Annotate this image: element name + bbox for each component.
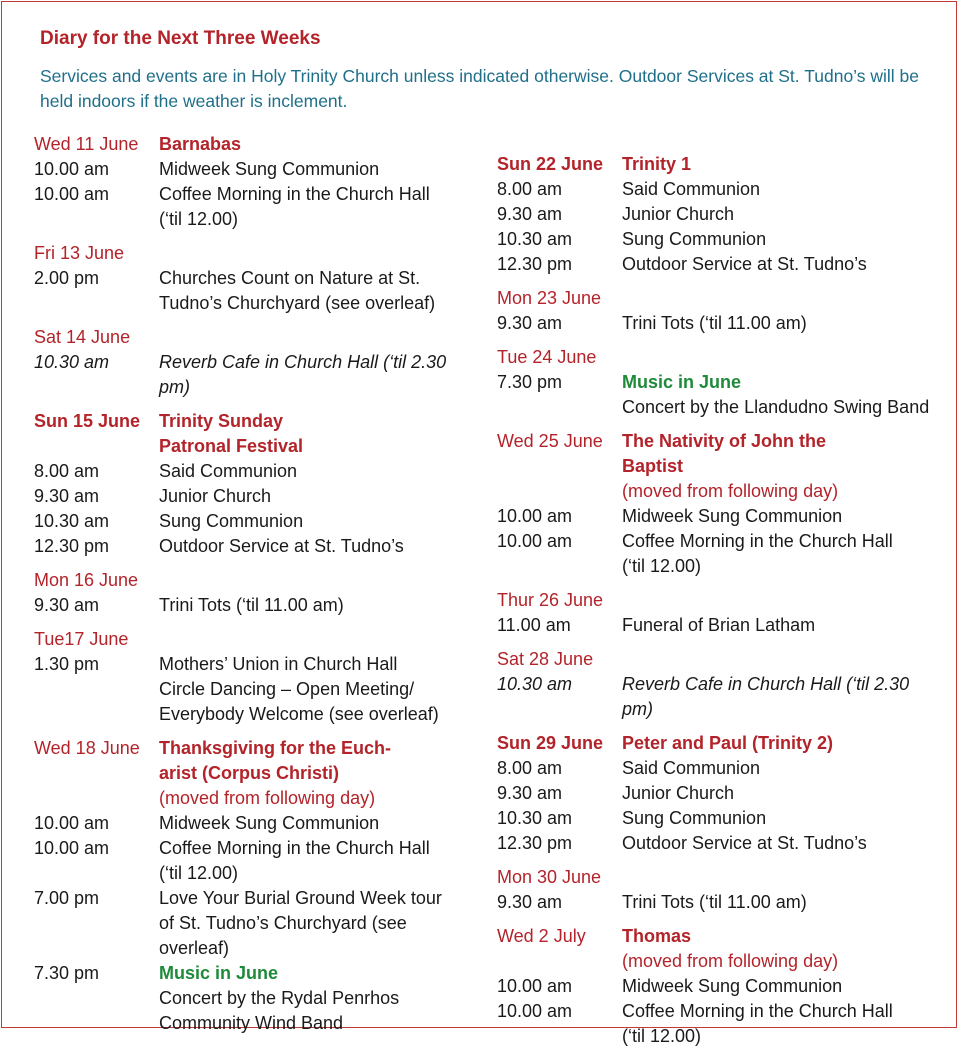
event-time: 7.30 pm [34,963,100,983]
event-time: 7.00 pm [34,888,100,908]
spacer [34,761,159,786]
event-time: 8.00 am [497,758,563,778]
diary-line [34,593,479,618]
day-date: Wed 18 June [34,738,140,758]
diary-day [34,627,479,727]
diary-line [497,504,942,529]
diary-line [34,291,479,316]
diary-line [497,999,942,1024]
diary-line [34,986,479,1011]
event-time: 10.00 am [34,184,110,204]
diary-line [497,429,942,454]
event-text: Trini Tots (‘til 11.00 am) [622,892,807,912]
feast-name: Thanksgiving for the Euch- [159,738,392,758]
event-time: 8.00 am [34,461,100,481]
event-text: (‘til 12.00) [622,556,702,576]
event-text: Mothers’ Union in Church Hall [159,654,398,674]
diary-day [497,286,942,336]
diary-line [497,454,942,479]
event-text: (‘til 12.00) [159,863,239,883]
event-text: Community Wind Band [159,1013,344,1033]
spacer [622,588,942,613]
feast-name: Thomas [622,926,692,946]
spacer [34,677,159,702]
spacer [159,627,479,652]
moved-note: (moved from following day) [622,481,839,501]
diary-day [497,345,942,420]
event-time: 2.00 pm [34,268,100,288]
event-time: 10.00 am [497,1001,573,1021]
diary-day [497,588,942,638]
event-text: Sung Communion [159,511,304,531]
diary-line [34,702,479,727]
diary-line [34,207,479,232]
event-time: 9.30 am [34,486,100,506]
diary-line [497,647,942,672]
diary-day [34,241,479,316]
event-time: 10.30 am [34,511,110,531]
spacer [497,395,622,420]
day-date: Tue17 June [34,629,129,649]
diary-line [497,756,942,781]
diary-line [34,484,479,509]
event-text: Midweek Sung Communion [622,976,843,996]
event-time: 10.00 am [497,531,573,551]
diary-line [34,325,479,350]
spacer [34,911,159,936]
diary-line [497,831,942,856]
diary-line [34,652,479,677]
diary-line [497,949,942,974]
diary-line [497,227,942,252]
event-text: Concert by the Llandudno Swing Band [622,397,930,417]
event-time: 10.00 am [34,159,110,179]
diary-day [34,568,479,618]
event-text: overleaf) [159,938,230,958]
diary-line [34,736,479,761]
diary-line [497,370,942,395]
spacer [159,241,479,266]
event-text: Everybody Welcome (see overleaf) [159,704,439,724]
event-time: 11.00 am [497,615,571,635]
event-text: Said Communion [622,179,761,199]
diary-line [34,434,479,459]
day-date: Wed 2 July [497,926,586,946]
moved-note: (moved from following day) [622,951,839,971]
spacer [622,647,942,672]
diary-line [34,677,479,702]
feast-name: Peter and Paul (Trinity 2) [622,733,834,753]
diary-line [34,459,479,484]
event-text: Funeral of Brian Latham [622,615,816,635]
event-text: Churches Count on Nature at St. [159,268,421,288]
spacer [622,286,942,311]
feast-name: arist (Corpus Christi) [159,763,340,783]
event-text: Concert by the Rydal Penrhos [159,988,400,1008]
event-time: 12.30 pm [497,254,573,274]
event-time: 10.30 am [497,808,573,828]
spacer [497,949,622,974]
diary-day [34,736,479,1036]
spacer [497,554,622,579]
diary-line [497,865,942,890]
day-date: Fri 13 June [34,243,125,263]
diary-line [34,761,479,786]
event-time: 8.00 am [497,179,563,199]
diary-line [497,731,942,756]
feast-name: Trinity Sunday [159,411,284,431]
day-date: Sat 28 June [497,649,594,669]
spacer [34,936,159,961]
diary-line [497,311,942,336]
diary-line [34,861,479,886]
day-date: Mon 23 June [497,288,602,308]
diary-day [497,924,942,1049]
feast-name: Baptist [622,456,684,476]
day-date: Tue 24 June [497,347,597,367]
diary-line [497,395,942,420]
diary-line [34,534,479,559]
feast-name: The Nativity of John the [622,431,827,451]
diary-line [497,345,942,370]
spacer [34,786,159,811]
diary-line [497,152,942,177]
diary-line [34,157,479,182]
page-title: Diary for the Next Three Weeks [40,28,321,49]
diary-line [34,568,479,593]
event-text: Reverb Cafe in Church Hall (‘til 2.30 pm) [159,352,447,397]
event-text: Outdoor Service at St. Tudno’s [622,254,867,274]
event-text: (‘til 12.00) [622,1026,702,1046]
diary-line [34,132,479,157]
event-time: 9.30 am [497,313,563,333]
event-text: Circle Dancing – Open Meeting/ [159,679,415,699]
feast-name: Patronal Festival [159,436,304,456]
event-text: Coffee Morning in the Church Hall [622,1001,893,1021]
event-text: Tudno’s Churchyard (see overleaf) [159,293,436,313]
day-date: Thur 26 June [497,590,604,610]
diary-line [497,177,942,202]
diary-line [497,613,942,638]
diary-right-column [497,152,942,1058]
diary-line [497,554,942,579]
diary-line [497,286,942,311]
diary-line [34,627,479,652]
diary-line [34,961,479,986]
day-date: Sun 29 June [497,733,604,753]
day-date: Wed 25 June [497,431,603,451]
event-text: Coffee Morning in the Church Hall [622,531,893,551]
day-date: Sun 22 June [497,154,604,174]
event-text: Love Your Burial Ground Week tour [159,888,442,908]
spacer [34,861,159,886]
diary-day [34,325,479,400]
event-text: Said Communion [159,461,298,481]
spacer [159,568,479,593]
spacer [159,325,479,350]
event-text: Sung Communion [622,808,767,828]
event-text: Junior Church [622,204,735,224]
diary-day [497,647,942,722]
day-date: Wed 11 June [34,134,139,154]
event-time: 9.30 am [34,595,100,615]
event-time: 7.30 pm [497,372,563,392]
diary-line [34,241,479,266]
event-text: Midweek Sung Communion [622,506,843,526]
event-time: 10.00 am [34,813,110,833]
diary-line [497,890,942,915]
diary-line [34,936,479,961]
day-date: Mon 16 June [34,570,139,590]
event-text: Reverb Cafe in Church Hall (‘til 2.30 pm) [622,674,910,719]
diary-line [497,974,942,999]
diary-day [497,152,942,277]
event-text: Midweek Sung Communion [159,159,380,179]
feast-name: Trinity 1 [622,154,692,174]
diary-line [34,350,479,400]
event-time: 10.30 am [34,352,110,372]
event-text: Junior Church [622,783,735,803]
event-time: 10.00 am [497,506,573,526]
event-text: Coffee Morning in the Church Hall [159,184,430,204]
spacer [497,1024,622,1049]
event-time: 10.30 am [497,229,573,249]
music-in-june-label: Music in June [159,963,279,983]
diary-line [497,588,942,613]
event-time: 9.30 am [497,204,563,224]
event-text: Trini Tots (‘til 11.00 am) [159,595,344,615]
event-time: 9.30 am [497,892,563,912]
diary-line [34,836,479,861]
diary-line [34,811,479,836]
spacer [34,1011,159,1036]
diary-line [34,509,479,534]
diary-line [34,786,479,811]
diary-line [497,1024,942,1049]
diary-line [497,781,942,806]
event-text: (‘til 12.00) [159,209,239,229]
spacer [497,454,622,479]
event-text: Midweek Sung Communion [159,813,380,833]
diary-line [34,266,479,291]
event-text: Sung Communion [622,229,767,249]
diary-line [34,182,479,207]
event-text: Trini Tots (‘til 11.00 am) [622,313,807,333]
diary-line [34,886,479,911]
event-text: Said Communion [622,758,761,778]
spacer [34,986,159,1011]
event-time: 10.30 am [497,674,573,694]
diary-line [34,911,479,936]
spacer [34,207,159,232]
diary-line [497,529,942,554]
event-text: Outdoor Service at St. Tudno’s [622,833,867,853]
moved-note: (moved from following day) [159,788,376,808]
diary-line [497,252,942,277]
spacer [497,479,622,504]
diary-day [34,409,479,559]
event-time: 10.00 am [34,838,110,858]
intro-text: Services and events are in Holy Trinity Church unless indicated otherwise. Outdoor Services at St. Tudno’s will be held indoors if the weather is inclement. [40,66,919,111]
diary-day [497,731,942,856]
event-time: 9.30 am [497,783,563,803]
spacer [622,345,942,370]
event-text: of St. Tudno’s Churchyard (see [159,913,407,933]
spacer [622,865,942,890]
event-time: 1.30 pm [34,654,100,674]
feast-name: Barnabas [159,134,242,154]
music-in-june-label: Music in June [622,372,742,392]
spacer [34,434,159,459]
event-time: 12.30 pm [34,536,110,556]
event-text: Junior Church [159,486,272,506]
spacer [34,702,159,727]
diary-line [497,806,942,831]
diary-day [34,132,479,232]
event-text: Outdoor Service at St. Tudno’s [159,536,404,556]
diary-day [497,429,942,579]
diary-line [497,672,942,722]
diary-line [34,409,479,434]
diary-line [497,479,942,504]
diary-day [497,865,942,915]
diary-line [497,202,942,227]
spacer [34,291,159,316]
day-date: Sun 15 June [34,411,141,431]
event-time: 12.30 pm [497,833,573,853]
day-date: Sat 14 June [34,327,131,347]
diary-left-column [34,132,479,1045]
event-time: 10.00 am [497,976,573,996]
diary-line [34,1011,479,1036]
event-text: Coffee Morning in the Church Hall [159,838,430,858]
day-date: Mon 30 June [497,867,602,887]
diary-line [497,924,942,949]
